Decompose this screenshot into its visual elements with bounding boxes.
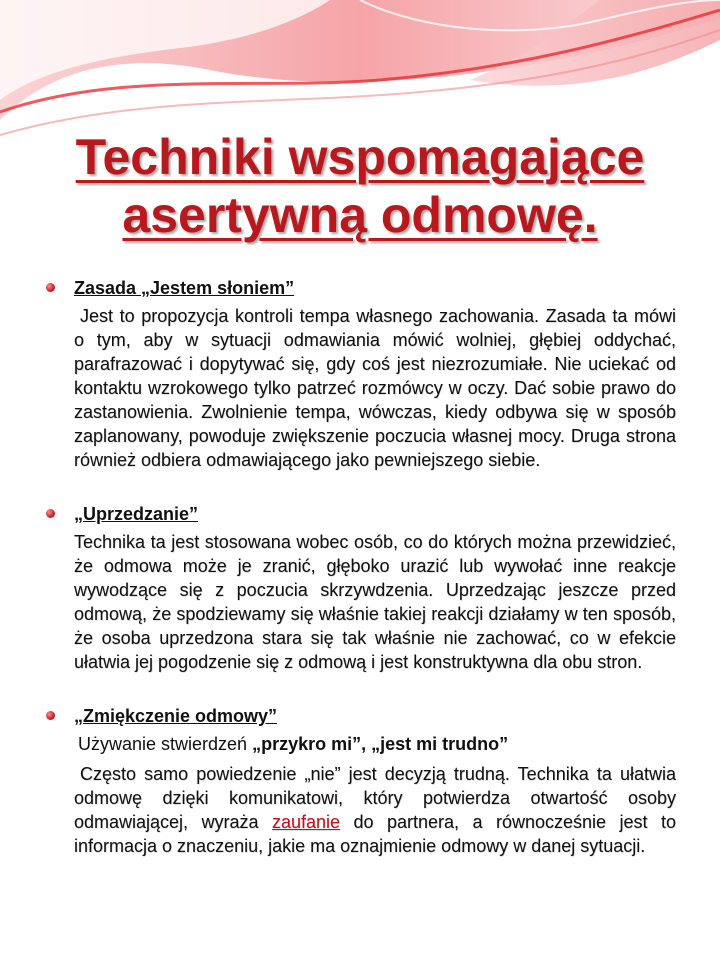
section-text	[74, 762, 676, 858]
section-text: Jest to propozycja kontroli tempa własnego zachowania. Zasada ta mówi o tym, aby w sytuacji odmawiania mówić wolniej, głębiej oddychać, parafrazować i dopytywać się, gdy coś jest niezrozumiałe. Nie uciekać od kontaktu wzrokowego tylko patrzeć rozmówcy w oczy. Dać sobie prawo do zastanowienia. Zwolnienie tempa, wówczas, kiedy odbywa się w sposób zaplanowany, powoduje zwiększenie poczucia własnej mocy. Druga strona również odbiera odmawiającego jako pewniejszego siebie.	[74, 306, 676, 470]
subheading-phrases: „przykro mi”, „jest mi trudno”	[252, 734, 509, 754]
bullet-icon	[46, 509, 55, 518]
title-line-1: Techniki wspomagające	[75, 129, 645, 185]
section-text: Technika ta jest stosowana wobec osób, co do których można przewidzieć, że odmowa może je zranić, głęboko urazić lub wywołać inne reakcje wywodzące się z poczucia skrzywdzenia. Uprzedzając jeszcze przed odmową, że spodziewamy się właśnie takiej reakcji działamy w ten sposób, że osoba uprzedzona stara się tak właśnie nie zachować, co w efekcie ułatwia jej pogodzenie się z odmową i jest konstruktywna dla obu stron.	[74, 532, 676, 672]
list-item-zmiekczenie-odmowy	[40, 704, 676, 858]
content-list	[40, 276, 676, 858]
section-heading: „Zmiękczenie odmowy”	[74, 706, 278, 726]
section-heading: „Uprzedzanie”	[74, 504, 199, 524]
page-title	[0, 128, 720, 244]
bullet-icon	[46, 283, 55, 292]
text-after-link: do partnera, a równocześnie jest to informacja o znaczeniu, jakie ma oznajmienie odmowy w danej sytuacji.	[74, 812, 676, 856]
text-before-link: Często samo powiedzenie „nie” jest decyzją trudną. Technika ta ułatwia odmowę dzięki komunikatowi, który potwierdza otwartość osoby odmawiającej, wyraża	[74, 764, 676, 832]
list-item-uprzedzanie	[40, 502, 676, 674]
bullet-icon	[46, 711, 55, 720]
section-subheading	[74, 732, 676, 756]
zaufanie-link[interactable]: zaufanie	[272, 812, 341, 832]
title-line-2: asertywną odmowę.	[122, 187, 598, 243]
section-heading: Zasada „Jestem słoniem”	[74, 278, 295, 298]
list-item-jestem-sloniem	[40, 276, 676, 472]
subheading-prefix: Używanie stwierdzeń	[78, 734, 253, 754]
